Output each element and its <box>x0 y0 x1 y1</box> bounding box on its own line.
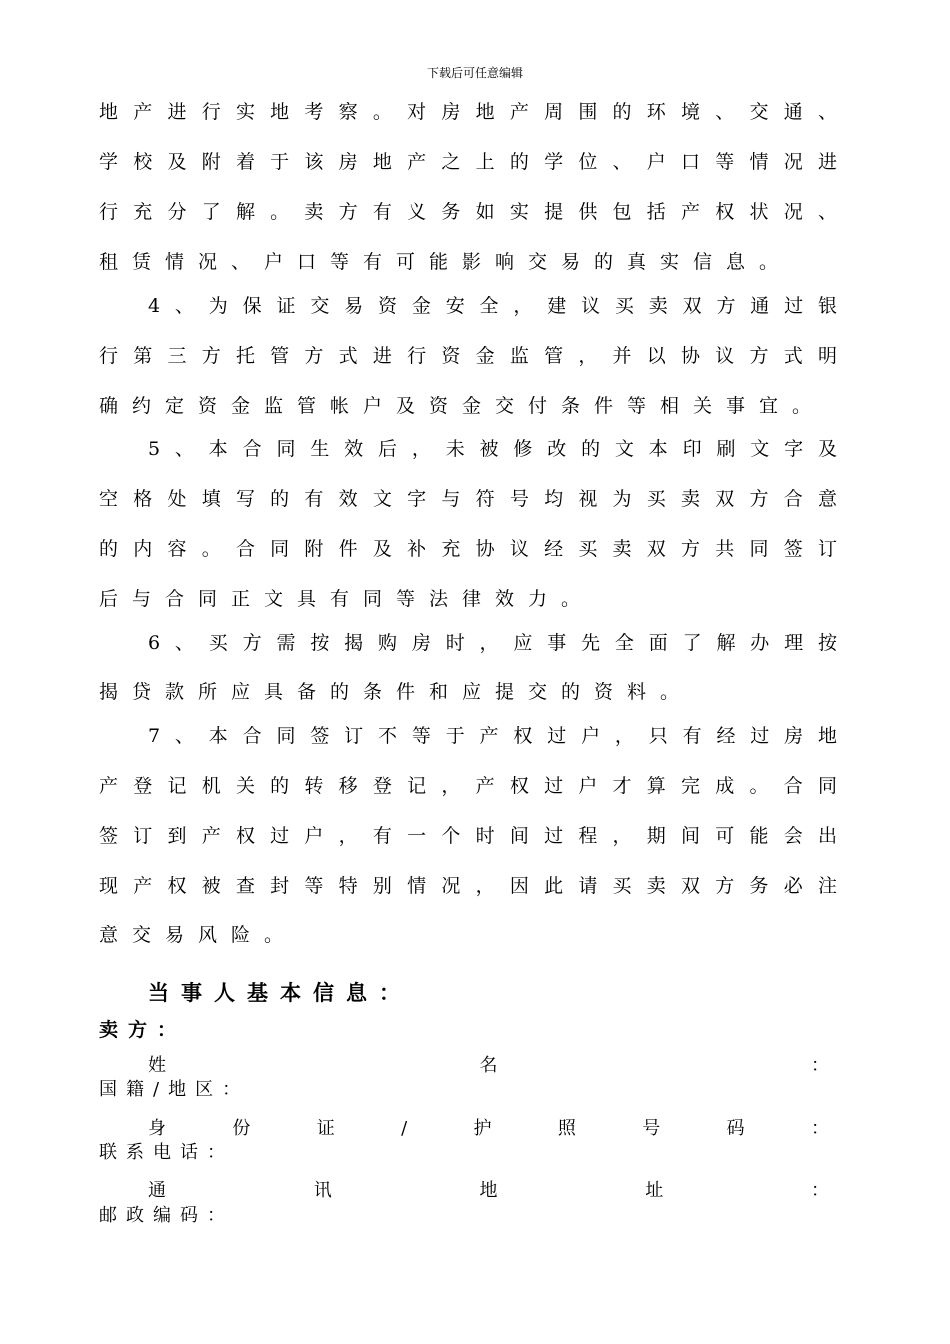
seller-phone-label: 联系电话： <box>99 1142 234 1163</box>
clause-4-line-1: 4、为保证交易资金安全，建议买卖双方通过银 <box>148 295 839 317</box>
seller-address-label: 通讯地址： <box>148 1180 829 1201</box>
page-header: 下载后可任意编辑 <box>426 66 523 80</box>
clause-6-line-1: 6、买方需按揭购房时，应事先全面了解办理按 <box>148 632 839 654</box>
clause-7-line-4: 现产权被查封等特别情况，因此请买卖双方务必注 <box>99 875 839 897</box>
clause-7-line-2: 产登记机关的转移登记，产权过户才算完成。合同 <box>99 775 839 797</box>
clause-4-line-3: 确约定资金监管帐户及资金交付条件等相关事宜。 <box>99 395 826 417</box>
clause-5-line-2: 空格处填写的有效文字与符号均视为买卖双方合意 <box>99 488 839 510</box>
clause-5-line-3: 的内容。合同附件及补充协议经买卖双方共同签订 <box>99 538 839 560</box>
clause-7-line-5: 意交易风险。 <box>99 924 298 946</box>
clause-5-line-1: 5、本合同生效后，未被修改的文本印刷文字及 <box>148 438 839 460</box>
parties-heading: 当事人基本信息： <box>148 981 412 1005</box>
body-line-1: 地产进行实地考察。对房地产周围的环境、交通、 <box>99 101 839 123</box>
seller-name-label: 姓名： <box>148 1055 829 1076</box>
seller-label: 卖方： <box>99 1019 187 1041</box>
body-line-2: 学校及附着于该房地产之上的学位、户口等情况进 <box>99 151 839 173</box>
body-line-3: 行充分了解。卖方有义务如实提供包括产权状况、 <box>99 201 839 223</box>
clause-7-line-3: 签订到产权过户，有一个时间过程，期间可能会出 <box>99 825 839 847</box>
body-line-4: 租赁情况、户口等有可能影响交易的真实信息。 <box>99 251 793 273</box>
clause-4-line-2: 行第三方托管方式进行资金监管，并以协议方式明 <box>99 345 839 367</box>
clause-6-line-2: 揭贷款所应具备的条件和应提交的资料。 <box>99 681 694 703</box>
seller-postcode-label: 邮政编码： <box>99 1205 234 1226</box>
clause-5-line-4: 后与合同正文具有同等法律效力。 <box>99 588 595 610</box>
clause-7-line-1: 7、本合同签订不等于产权过户，只有经过房地 <box>148 725 839 747</box>
seller-id-label: 身份证/护照号码： <box>148 1118 829 1139</box>
seller-nationality-label: 国籍/地区： <box>99 1079 250 1100</box>
